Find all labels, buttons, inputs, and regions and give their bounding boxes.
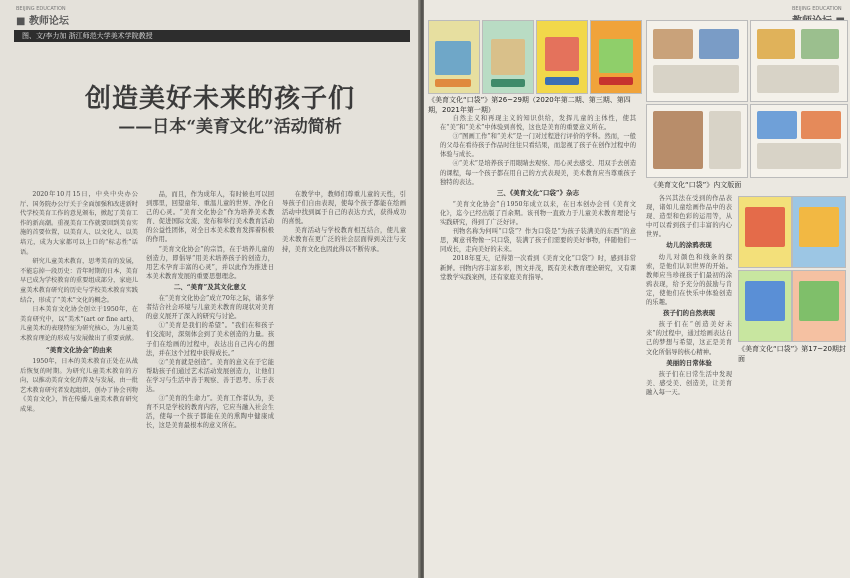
spread-photo [801,29,839,59]
header-brand-small: BEIJING EDUCATION [792,6,842,12]
section-heading: 二、“美育”及其文化意义 [173,282,247,291]
paragraph: 美育活动与学校教育相互结合，使儿童美术教育在更广泛的社会层面得到关注与支持，美育文化也因此得以不断传承。 [282,227,406,253]
magazine-cover-image [792,270,846,342]
article-title: 创造美好未来的孩子们 [84,84,355,114]
author-line: 图、文/李力加 浙江师范大学美术学院教授 [14,30,410,42]
magazine-cover-image [738,270,792,342]
magazine-cover-image [738,196,792,268]
left-column-2 [146,190,274,574]
section-heading: 美丽的日常体验 [666,358,712,367]
inner-spread-image [646,104,748,178]
paragraph: 2020年10月15日，中央中央办公厅、国务院办公厅关于全面加强和改进新时代学校美育工作的意见颁布，掀起了美育工作的新高潮。重视美育工作就要回到美育实施的首要位置，以美育人、以文化人、以美培元，成为大家都可以上口的“标志性”话语。 [20,191,138,256]
right-page [424,0,850,578]
spread-photo [699,29,739,59]
left-column-3 [282,190,406,574]
paragraph: ③“美育的生命力”。美育工作者认为，美育不只是学校的教育内容，它应当融入社会生活，使每一个孩子都能在美的熏陶中健康成长，这是美育最根本的意义所在。 [146,395,274,430]
article-subtitle: ——日本“美育文化”活动简析 [118,117,342,137]
paragraph: 品，而且，作为成年人，有时候也可以回到那里，回望童年、重温儿童的世界、净化自己的心灵。“美育文化协会”作为培养美术教育、促进国际文流、发布和举行美术教育活动的公益性团体，对全日本美术教育发挥着积极的作用。 [146,191,274,244]
cover-caption: 《美育文化“口袋”》第26~29期（2020年第二期、第三期、第四期，2021年第一期） [428,96,631,114]
paragraph: ③“图画工作”和“美术”是一门对过程进行评价的学科。然而，一般的父母在看待孩子作品时往往只看结果，而忽视了孩子在创作过程中的体验与成长。 [440,133,636,159]
cover-artwork [745,281,785,321]
cover-title-block [491,79,525,87]
magazine-cover-image [792,196,846,268]
cover-artwork [745,207,785,247]
paragraph: ④“美术”是培养孩子用眼睛去观察、用心灵去感受、用双手去创造的课程，每一个孩子都在用自己的方式表现美，美术教育应当尊重孩子独特的表达。 [440,160,636,186]
paragraph: 1950年，日本的美术教育正处在从战后恢复的时期。为研究儿童美术教育的方向，以推动美育文化的普及与发展，由一批艺术教育研究者发起组织，创办了协会刊物《美育文化》，旨在传播儿童美术教育研究成果。 [20,358,138,414]
spread-text-block [709,111,741,169]
cover-artwork [799,281,839,321]
paragraph: 研究儿童美术教育，思考美育的发展，不能忘掉一段历史：青年时期的日本，美育早已成为学校教育的重要组成部分，家庭儿童美术教育研究的历史与学校美术教育实践结合，形成了“美术”文化的概念。 [20,258,138,304]
left-column-1 [20,190,138,574]
paragraph: ②“美育就是创造”。美育的意义在于它能帮助孩子们通过艺术活动发展创造力，让他们在学习与生活中善于观察、善于思考、乐于表达。 [146,358,274,393]
right-column-side [646,194,732,574]
left-page [0,0,420,578]
paragraph: “美育文化协会”自1950年成立以来，在日本创办会刊《美育文化》，迄今已经出版了百余期。该刊物一直致力于儿童美术教育理论与实践研究，得到了广泛好评。 [440,200,636,227]
cover-photo-child [491,39,525,75]
header-brand-small: BEIJING EDUCATION [16,6,66,12]
magazine-cover-image [536,20,588,94]
paragraph: ①“美育是我们的希望”。“我们在和孩子们交流时，深刻体会到了美术创造的力量。孩子们在绘画的过程中，表达出自己内心的想法，并在这个过程中获得成长。” [146,322,274,357]
header-logo-icon: ■ [16,16,26,27]
section-heading: 幼儿的涂鸦表现 [666,241,712,250]
paragraph: 在教学中，教师们尊重儿童的天性，引导孩子们自由表现，使每个孩子都能在绘画活动中找到属于自己的表达方式，获得成功的喜悦。 [282,191,406,226]
cover-title-block [545,77,579,85]
magazine-cover-image [482,20,534,94]
cover-photo-child [599,39,633,73]
paragraph: 在“美育文化协会”成立70年之际，诸多学者结合社会环境与儿童美术教育的现状对美育的意义展开了深入的研究与讨论。 [146,295,274,321]
paragraph: 孩子们在日常生活中发现美、感受美、创造美，让美育融入每一天。 [646,370,732,396]
inner-spread-image [750,104,848,178]
inner-spread-image [646,20,748,102]
spread-photo [801,111,841,139]
cover2-caption: 《美育文化“口袋”》第17~20期封面 [738,345,846,363]
cover-artwork [799,207,839,247]
paragraph: 幼儿对颜色和线条的探索，是他们认识世界的开始。教师应当珍视孩子们最初的涂鸦表现，给予充分的鼓励与肯定，使他们在快乐中体验创造的乐趣。 [646,253,732,307]
spread-photo [653,29,693,59]
paragraph: 日本美育文化协会创立于1950年，在美育研究中，以“美术”(art or fine art)、儿童美术的表现特征为研究核心，为儿童美术教育理论的形成与发展做出了重要贡献。 [20,306,138,342]
cover-photo-child [545,37,579,71]
spread-text-block [757,143,841,169]
cover-title-block [599,77,633,85]
spread-caption: 《美育文化“口袋”》内文版面 [650,181,742,189]
paragraph: 各兴其法在受到的作品表现，诸如儿童绘画作品中的表现、造型和色彩的运用等，从中可以看到孩子们丰富的内心世界。 [646,195,732,239]
magazine-cover-image [428,20,480,94]
left-page-header [16,6,69,27]
cover-title-block [435,79,471,87]
paragraph: 刊物名称为何叫“口袋”？作为口袋是“为孩子装满美的东西”的意思，寓意刊物像一只口袋，装满了孩子们需要的美好事物，伴随他们一同成长，走向美好的未来。 [440,228,636,254]
paragraph: 自然主义和再现主义的知识供给，发挥儿童的主体性，使其在“美”和“美术”中体验到喜悦，这也是美育的重要意义所在。 [440,115,636,132]
spread-text-block [757,65,839,93]
spread-photo [653,111,703,169]
inner-spread-image [750,20,848,102]
paragraph: 2018年夏天，记得第一次看到《美育文化“口袋”》时，感到非常新鲜。刊物内容丰富多彩，图文并茂，既有美术教育理论研究，又有课堂教学实践案例，还有家庭美育指导。 [440,255,636,281]
spread-photo [757,29,795,59]
section-heading: “美育文化协会”的由来 [46,345,112,354]
right-column-main [440,114,636,574]
section-heading: 孩子们的自然表现 [663,309,715,318]
magazine-cover-image [590,20,642,94]
header-brand: 教师论坛 [28,16,69,27]
spread-photo [757,111,797,139]
paragraph: 孩子们在“创造美好未来”的过程中，通过绘画表达自己的梦想与希望，这正是美育文化所倡导的核心精神。 [646,321,732,356]
cover-photo-child [435,41,471,75]
section-heading: 三、《美育文化“口袋”》杂志 [496,188,580,197]
paragraph: “美育文化协会”的宗旨，在于培养儿童的创造力，即倡导“用美术培养孩子的创造力，用艺术孕育丰富的心灵”，并以此作为推进日本美术教育发展的重要思想理念。 [146,245,274,280]
spread-text-block [653,65,739,93]
